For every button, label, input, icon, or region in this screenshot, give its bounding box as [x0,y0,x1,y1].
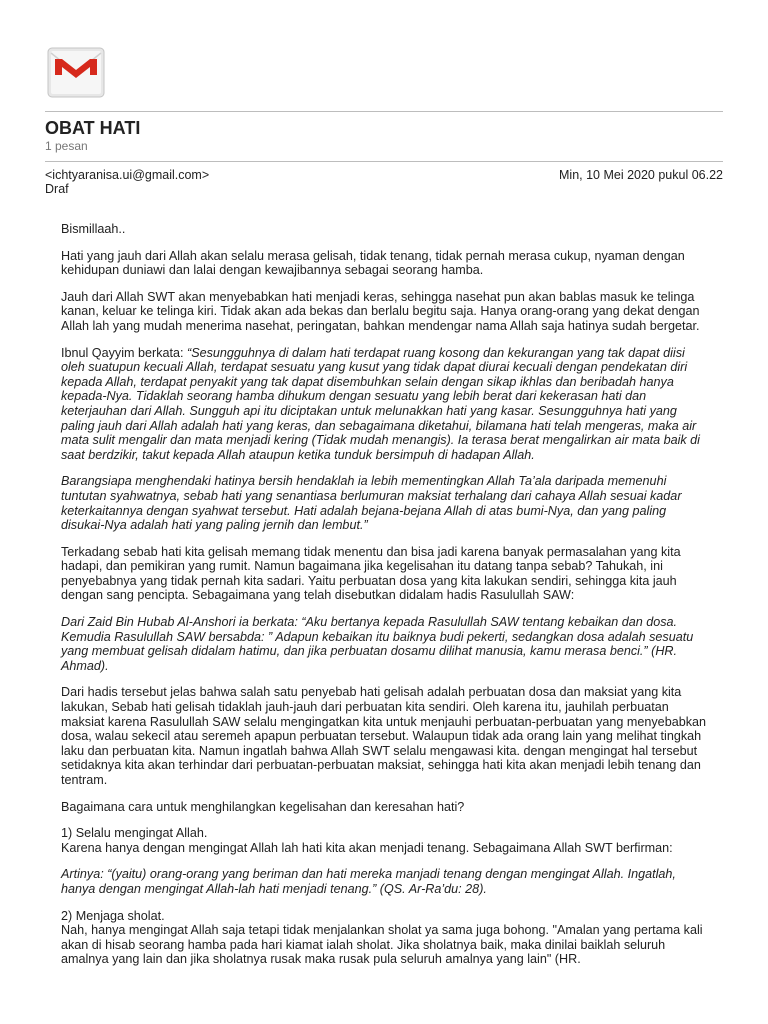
paragraph-2: Jauh dari Allah SWT akan menyebabkan hati menjadi keras, sehingga nasehat pun akan bablas masuk ke telinga kanan, keluar ke telinga kiri. Tidak akan ada bekas dan berlalu begitu saja. Hanya orang-orang yang dekat dengan Allah lah yang mudah menerima nasehat, peringatan, bahkan mendengar nama Allah saja hatinya sudah bergetar. [61,289,700,333]
hadith-quote: Dari Zaid Bin Hubab Al-Anshori ia berkata: “Aku bertanya kepada Rasulullah SAW tentang kebaikan dan dosa. Kemudia Rasulullah SAW bersabda: ” Adapun kebaikan itu baiknya budi pekerti, sedangkan dosa adalah sesuatu yang membuat gelisah didalam hatimu, dan jika perbuatan dosamu dilihat manusia, kamu merasa benci.” (HR. Ahmad). [61,615,694,673]
point-2-text: Nah, hanya mengingat Allah saja tetapi tidak menjalankan sholat ya sama juga bohong. "Amalan yang pertama kali akan di hisab seorang hamba pada hari kiamat ialah sholat. Jika sholatnya baik, maka dinilai baiklah seluruh amalnya yang lain dan jika sholatnya rusak maka rusak pula seluruh amalnya yang lain" (HR. [61,923,703,967]
paragraph-1: Hati yang jauh dari Allah akan selalu merasa gelisah, tidak tenang, tidak pernah merasa cukup, nyaman dengan kehidupan duniawi dan lalai dengan kewajibannya sebagai seorang hamba. [61,248,685,278]
email-date: Min, 10 Mei 2020 pukul 06.22 [559,168,723,182]
paragraph-5: Terkadang sebab hati kita gelisah memang tidak menentu dan bisa jadi karena banyak permasalahan yang kita hadapi, dan pemikiran yang rumit. Namun bagaimana jika kegelisahan itu datang tanpa sebab? Tahukah, ini penyebabnya yang tidak pernah kita sadari. Yaitu perbuatan dosa yang kita lakukan sendiri, sehingga kita jauh dengan sang pencipta. Sebagaimana yang telah disebutkan didalam hadis Rasulullah SAW: [61,544,681,603]
email-body [61,222,708,979]
verse-quote: Artinya: “(yaitu) orang-orang yang beriman dan hati mereka manjadi tenang dengan mengingat Allah. Ingatlah, hanya dengan mengingat Allah-lah hati menjadi tenang.” (QS. Ar-Ra’du: 28). [61,867,676,896]
email-subject: OBAT HATI [45,118,141,138]
draft-label: Draf [45,182,69,196]
paragraph-4: Barangsiapa menghendaki hatinya bersih hendaklah ia lebih mementingkan Allah Ta’ala daripada memenuhi tuntutan syahwatnya, sebab hati yang senantiasa berlumuran maksiat terhalang dari cahaya Allah sesuai kadar keterkaitannya dengan syahwat tersebut. Hati adalah bejana-bejana Allah di atas bumi-Nya, dan yang paling disukai-Nya adalah hati yang paling jernih dan lembut.” [61,474,682,533]
sender-address: <ichtyaranisa.ui@gmail.com> [45,168,210,182]
question-paragraph: Bagaimana cara untuk menghilangkan kegelisahan dan keresahan hati? [61,799,465,814]
paragraph-7: Dari hadis tersebut jelas bahwa salah satu penyebab hati gelisah adalah perbuatan dosa dan maksiat yang kita lakukan, Sebab hati gelisah tidaklah jauh-jauh dari perbuatan kita sendiri. Oleh karena itu, jauhilah perbuatan maksiat karena Rasulullah SAW selalu mengingatkan kita untuk menjauhi perbuatan-perbuatan yang menyebabkan dosa, walau sekecil atau seremeh apapun perbuatan tersebut. Walaupun tidak ada orang lain yang melihat tingkah laku dan perbuatan kita. Namun ingatlah bahwa Allah SWT selalu mengawasi kita. dengan mengingat hal tersebut setidaknya kita akan terhindar dari perbuatan-perbuatan maksiat, sehingga hati kita akan menjadi lebih tenang dan tentram. [61,685,707,787]
point-2-heading: 2) Menjaga sholat. [61,908,165,923]
quote-text: “Sesungguhnya di dalam hati terdapat ruang kosong dan kekurangan yang tak dapat diisi oleh suatupun kecuali Allah, terdapat sesuatu yang kusut yang tidak dapat diurai kecuali dengan pendekatan diri kepada Allah, terdapat penyakit yang tak dapat disembuhkan selain dengan sikap ikhlas dan beribadah hanya kepada-Nya. Tidaklah seorang hamba dihukum dengan sesuatu yang lebih berat dari kekerasan hati dan keterjauhan dari Allah. Sungguh api itu diciptakan untuk melunakkan hati yang kasar. Sesungguhnya hati yang paling jauh dari Allah adalah hati yang keras, dan sebagaimana diketahui, bilamana hati telah mengeras, maka air mata sulit mengalir dan mata menjadi kering (Tidak mudah menangis). Ia terasa berat mengalirkan air mata baik di saat berdzikir, takut kepada Allah ataupun ketika tunduk bersimpuh di hadapan Allah. [61,345,700,462]
subject-divider [45,161,723,162]
paragraph-3 [61,346,708,463]
message-count: 1 pesan [45,139,88,153]
point-1-heading: 1) Selalu mengingat Allah. [61,826,208,841]
header-divider [45,111,723,112]
point-1-text: Karena hanya dengan mengingat Allah lah hati kita akan menjadi tenang. Sebagaimana Allah SWT berfirman: [61,840,673,855]
quote-attribution: Ibnul Qayyim berkata: [61,345,187,360]
gmail-logo-icon [47,45,105,99]
greeting: Bismillaah.. [61,222,126,236]
